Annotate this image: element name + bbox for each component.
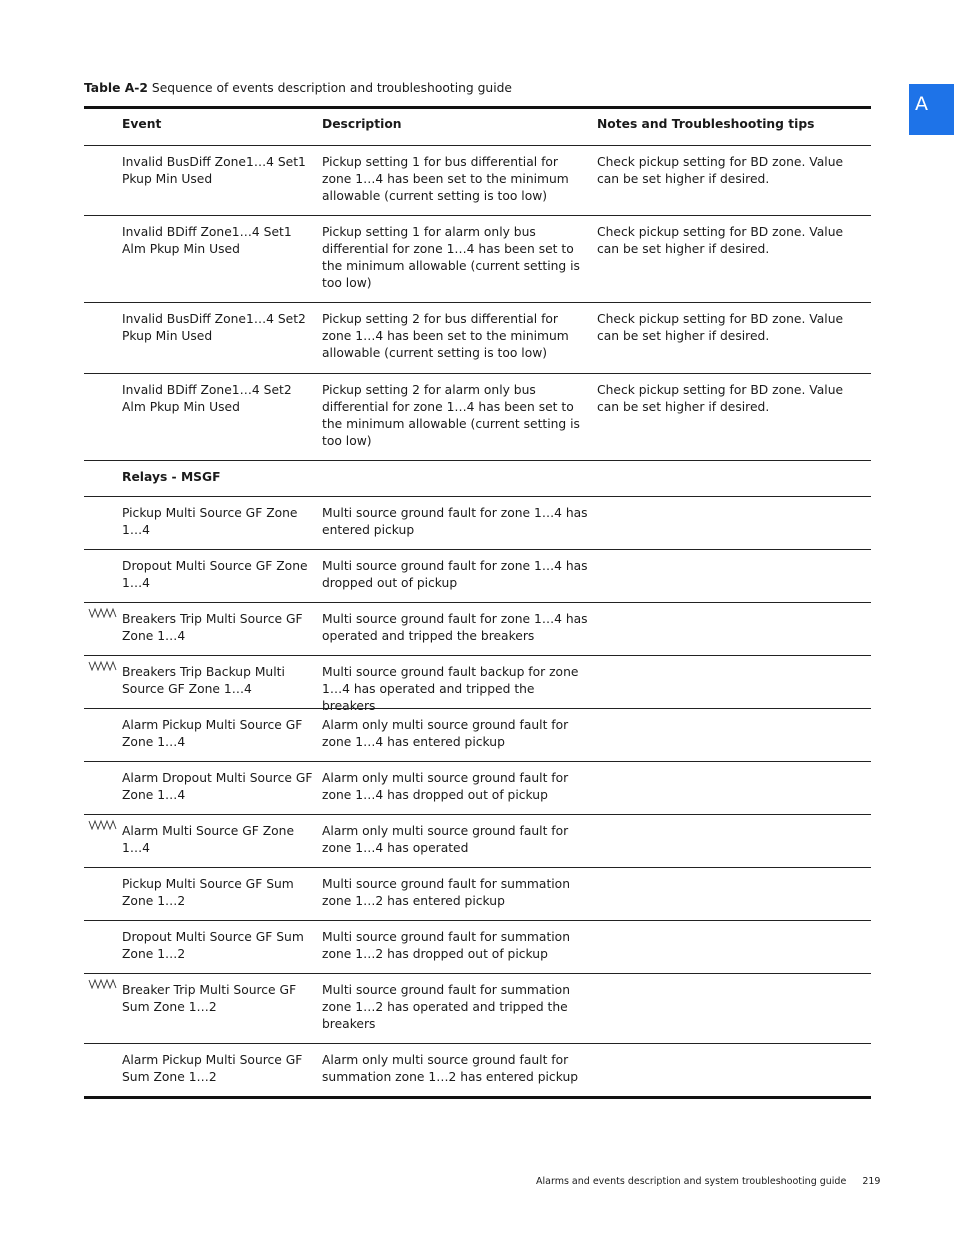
description-cell: Multi source ground fault for zone 1…4 has operated and tripped the breakers xyxy=(322,612,588,643)
event-cell: Alarm Dropout Multi Source GF Zone 1…4 xyxy=(122,771,313,802)
section-row xyxy=(84,461,871,497)
description-cell: Alarm only multi source ground fault for summation zone 1…2 has entered pickup xyxy=(322,1053,579,1084)
event-cell: Alarm Multi Source GF Zone 1…4 xyxy=(122,824,295,855)
description-cell: Multi source ground fault backup for zone 1…4 has operated and tripped the breakers xyxy=(322,665,579,713)
event-cell: Breaker Trip Multi Source GF Sum Zone 1…2 xyxy=(122,983,297,1014)
table-row xyxy=(84,303,871,374)
description-cell: Alarm only multi source ground fault for zone 1…4 has operated xyxy=(322,824,569,855)
notes-cell: Check pickup setting for BD zone. Value can be set higher if desired. xyxy=(597,225,844,256)
table-row xyxy=(84,146,871,216)
table-row xyxy=(84,374,871,461)
header-event: Event xyxy=(122,117,162,131)
notes-cell: Check pickup setting for BD zone. Value can be set higher if desired. xyxy=(597,383,844,414)
table-row xyxy=(84,603,871,656)
description-cell: Pickup setting 1 for alarm only bus differential for zone 1…4 has been set to the minimum allowable (current setting is too low) xyxy=(322,225,580,290)
table-row xyxy=(84,709,871,762)
description-cell: Multi source ground fault for zone 1…4 has entered pickup xyxy=(322,506,588,537)
appendix-tab[interactable]: A xyxy=(909,84,954,135)
table-caption xyxy=(84,80,512,97)
description-cell: Multi source ground fault for summation zone 1…2 has operated and tripped the breakers xyxy=(322,983,570,1031)
event-cell: Invalid BDiff Zone1…4 Set1 Alm Pkup Min Used xyxy=(122,225,292,256)
event-cell: Invalid BDiff Zone1…4 Set2 Alm Pkup Min Used xyxy=(122,383,292,414)
trip-waveform-icon xyxy=(88,818,118,830)
table-title: Sequence of events description and troubleshooting guide xyxy=(151,81,513,95)
description-cell: Pickup setting 2 for bus differential for zone 1…4 has been set to the minimum allowable (current setting is too low) xyxy=(322,312,569,360)
trip-waveform-icon xyxy=(88,977,118,989)
header-notes: Notes and Troubleshooting tips xyxy=(597,117,815,131)
description-cell: Multi source ground fault for summation zone 1…2 has entered pickup xyxy=(322,877,570,908)
table-row xyxy=(84,921,871,974)
description-cell: Multi source ground fault for zone 1…4 has dropped out of pickup xyxy=(322,559,588,590)
table-label: Table A-2 xyxy=(84,81,148,95)
notes-cell: Check pickup setting for BD zone. Value can be set higher if desired. xyxy=(597,155,844,186)
event-cell: Invalid BusDiff Zone1…4 Set2 Pkup Min Used xyxy=(122,312,306,343)
trip-waveform-icon xyxy=(88,606,118,618)
event-cell: Alarm Pickup Multi Source GF Zone 1…4 xyxy=(122,718,303,749)
event-cell: Breakers Trip Backup Multi Source GF Zone 1…4 xyxy=(122,665,285,696)
section-label: Relays - MSGF xyxy=(122,470,221,484)
event-cell: Dropout Multi Source GF Sum Zone 1…2 xyxy=(122,930,304,961)
table-row xyxy=(84,868,871,921)
event-cell: Dropout Multi Source GF Zone 1…4 xyxy=(122,559,308,590)
description-cell: Multi source ground fault for summation zone 1…2 has dropped out of pickup xyxy=(322,930,570,961)
event-cell: Pickup Multi Source GF Sum Zone 1…2 xyxy=(122,877,294,908)
event-cell: Pickup Multi Source GF Zone 1…4 xyxy=(122,506,298,537)
event-cell: Alarm Pickup Multi Source GF Sum Zone 1…2 xyxy=(122,1053,303,1084)
trip-waveform-icon xyxy=(88,659,118,671)
footer-title: Alarms and events description and system troubleshooting guide xyxy=(536,1176,847,1187)
table-row xyxy=(84,550,871,603)
notes-cell: Check pickup setting for BD zone. Value can be set higher if desired. xyxy=(597,312,844,343)
description-cell: Alarm only multi source ground fault for zone 1…4 has dropped out of pickup xyxy=(322,771,569,802)
description-cell: Pickup setting 2 for alarm only bus differential for zone 1…4 has been set to the minimum allowable (current setting is too low) xyxy=(322,383,580,448)
page-footer xyxy=(536,1173,880,1190)
events-table xyxy=(84,106,871,1099)
page-number: 219 xyxy=(862,1176,881,1187)
description-cell: Pickup setting 1 for bus differential for zone 1…4 has been set to the minimum allowable (current setting is too low) xyxy=(322,155,569,203)
table-row xyxy=(84,762,871,815)
table-row xyxy=(84,656,871,713)
table-header xyxy=(84,109,871,146)
table-row xyxy=(84,974,871,1044)
description-cell: Alarm only multi source ground fault for zone 1…4 has entered pickup xyxy=(322,718,569,749)
header-description: Description xyxy=(322,117,402,131)
table-row xyxy=(84,815,871,868)
table-row xyxy=(84,497,871,550)
table-row xyxy=(84,216,871,303)
event-cell: Breakers Trip Multi Source GF Zone 1…4 xyxy=(122,612,303,643)
table-row xyxy=(84,1044,871,1096)
event-cell: Invalid BusDiff Zone1…4 Set1 Pkup Min Used xyxy=(122,155,306,186)
